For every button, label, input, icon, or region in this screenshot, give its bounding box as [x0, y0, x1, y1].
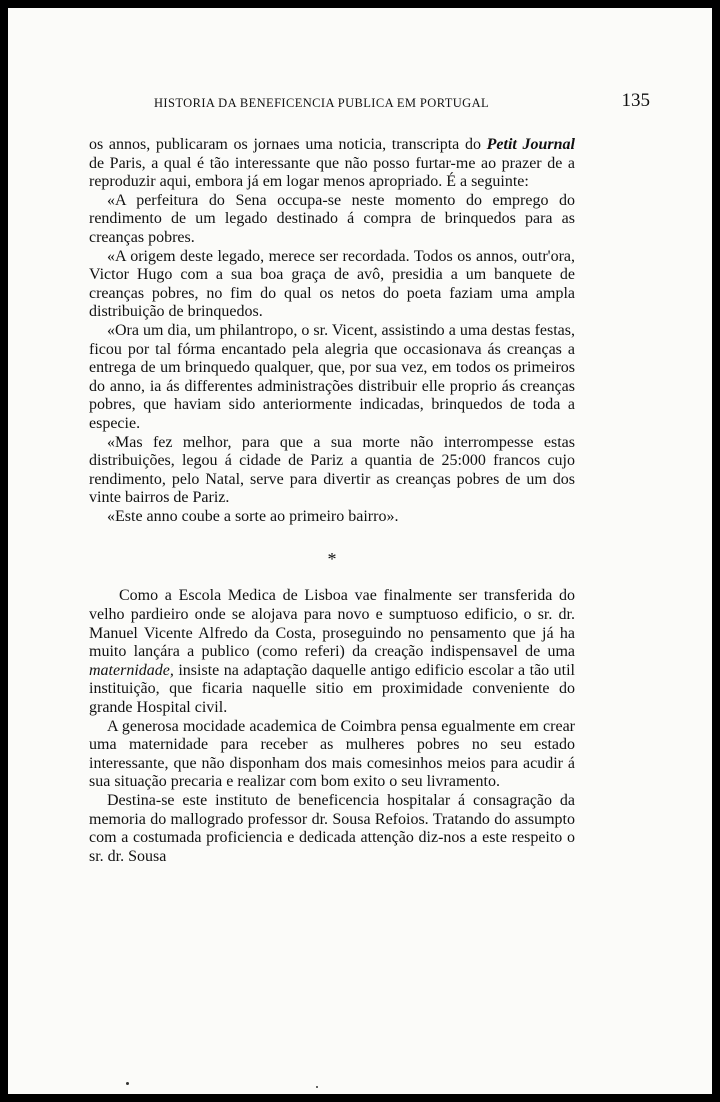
- newspaper-title: Petit Journal: [486, 136, 575, 153]
- paragraph-continuation: [89, 136, 575, 192]
- running-title: HISTORIA DA BENEFICENCIA PUBLICA EM PORTUGAL: [154, 96, 490, 110]
- paragraph-text: insiste na adaptação daquelle antigo edificio escolar a tão util instituição, que ficaria naquelle sitio em proximidade conveniente do grande Hospital civil.: [89, 661, 575, 717]
- page-header: [78, 90, 658, 120]
- page-number: 135: [621, 90, 650, 111]
- scan-speck: [316, 1086, 318, 1088]
- section-asterism: *: [327, 549, 337, 570]
- paragraph-text: os annos, publicaram os jornaes uma noticia, transcripta do: [89, 136, 487, 153]
- scan-speck: [126, 1082, 129, 1085]
- body-text: [89, 136, 575, 866]
- quote-paragraph: «A perfeitura do Sena occupa-se neste momento do emprego do rendimento de um legado destinado á compra de brinquedos para as creanças pobres.: [89, 191, 575, 246]
- book-page: [8, 8, 712, 1094]
- emphasized-term: maternidade,: [89, 661, 174, 679]
- paragraph: A generosa mocidade academica de Coimbra pensa egualmente em crear uma maternidade para receber as mulheres pobres no seu estado interessante, que não disponham dos mais comesinhos meios para acudir á sua situação precaria e realizar com bom exito o seu livramento.: [89, 717, 575, 791]
- paragraph-text: Como a Escola Medica de Lisboa vae finalmente ser transferida do velho pardieiro onde se alojava para novo e sumptuoso edificio, o sr. dr. Manuel Vicente Alfredo da Costa, proseguindo no pensamento que já ha muito lançára a publico (como referi) da creação indispensavel de uma: [89, 587, 575, 661]
- quote-paragraph: «Mas fez melhor, para que a sua morte não interrompesse estas distribuições, legou á cidade de Pariz a quantia de 25:000 francos cujo rendimento, pelo Natal, serve para divertir as creanças pobres de um dos vinte bairros de Pariz.: [89, 433, 575, 507]
- paragraph: [89, 587, 575, 717]
- paragraph: Destina-se este instituto de beneficencia hospitalar á consagração da memoria do mallogrado professor dr. Sousa Refoios. Tratando do assumpto com a costumada proficiencia e dedicada attenção diz-nos a este respeito o sr. dr. Sousa: [89, 792, 575, 865]
- paragraph-text: de Paris, a qual é tão interessante que não posso furtar-me ao prazer de a reproduzir aqui, embora já em logar menos apropriado. É a seguinte:: [89, 154, 575, 191]
- quote-paragraph: «Ora um dia, um philantropo, o sr. Vicent, assistindo a uma destas festas, ficou por tal fórma encantado pela alegria que occasionava ás creanças a entrega de um brinquedo qualquer, que, por sua vez, em todos os primeiros do anno, ia ás differentes administrações distribuir elle proprio ás creanças pobres, que haviam sido anteriormente indicadas, brinquedos de toda a especie.: [89, 321, 575, 432]
- quote-paragraph: «A origem deste legado, merece ser recordada. Todos os annos, outr'ora, Victor Hugo com a sua boa graça de avô, presidia a um banquete de creanças pobres, no fim do qual os netos do poeta faziam uma ampla distribuição de brinquedos.: [89, 247, 575, 321]
- quote-paragraph: «Este anno coube a sorte ao primeiro bairro».: [107, 507, 399, 525]
